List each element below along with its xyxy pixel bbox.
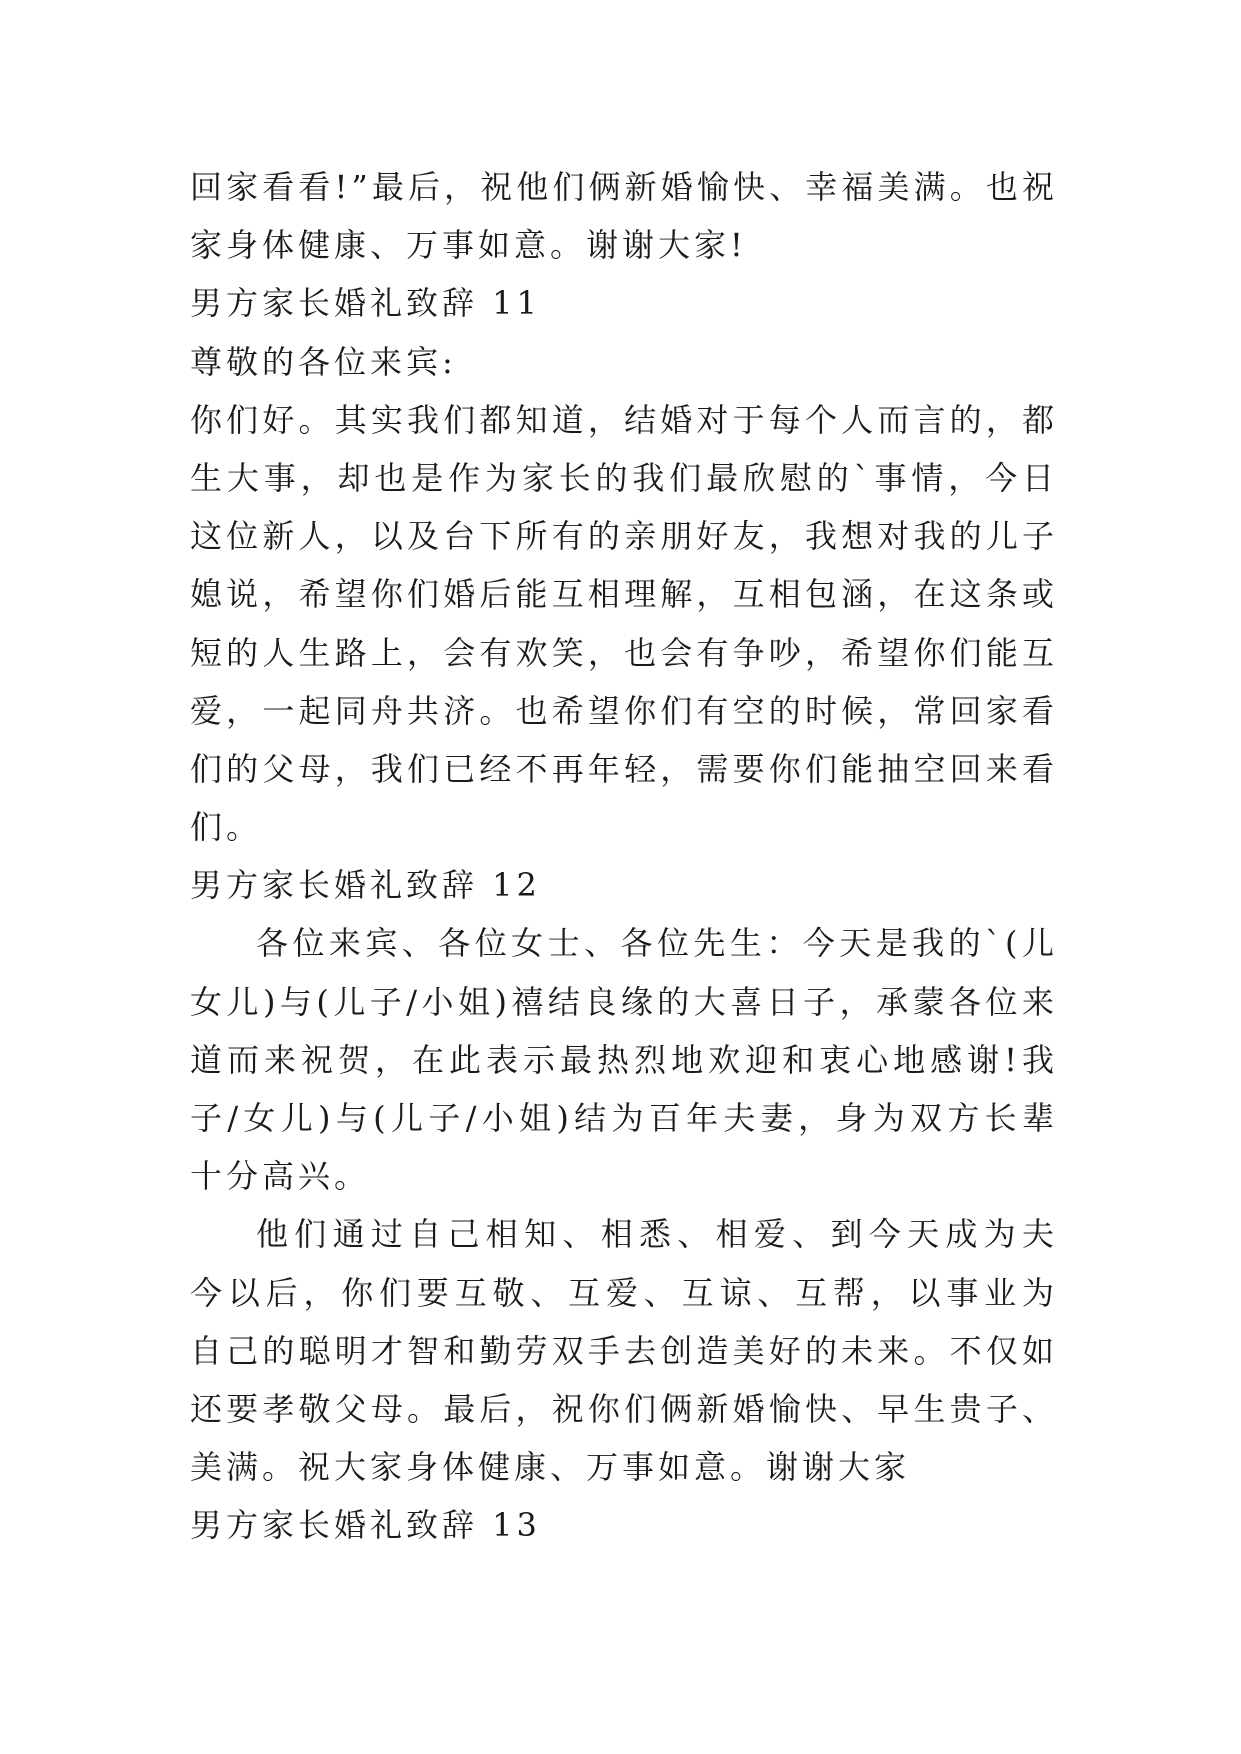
body-line-indented: 他们通过自己相知、相悉、相爱、到今天成为夫 [256, 1215, 1058, 1254]
body-line: 女儿)与(儿子/小姐)禧结良缘的大喜日子，承蒙各位来 [190, 982, 1058, 1021]
section-heading: 男方家长婚礼致辞 12 [190, 866, 541, 905]
body-line: 道而来祝贺，在此表示最热烈地欢迎和衷心地感谢!我 [190, 1040, 1058, 1079]
body-line: 爱，一起同舟共济。也希望你们有空的时候，常回家看 [190, 691, 1058, 730]
body-line: 短的人生路上，会有欢笑，也会有争吵，希望你们能互 [190, 633, 1058, 672]
section-heading: 男方家长婚礼致辞 11 [190, 284, 541, 323]
body-line: 回家看看!”最后，祝他们俩新婚愉快、幸福美满。也祝 [190, 168, 1058, 206]
body-line: 这位新人，以及台下所有的亲朋好友，我想对我的儿子 [190, 517, 1058, 556]
body-line: 们的父母，我们已经不再年轻，需要你们能抽空回来看 [190, 749, 1058, 788]
body-line: 还要孝敬父母。最后，祝你们俩新婚愉快、早生贵子、 [190, 1389, 1058, 1428]
body-line: 十分高兴。 [190, 1157, 371, 1196]
salutation: 尊敬的各位来宾: [190, 342, 457, 381]
document-page [190, 158, 1058, 1555]
body-line: 们。 [190, 808, 263, 847]
body-line: 家身体健康、万事如意。谢谢大家! [190, 226, 747, 265]
body-line: 你们好。其实我们都知道，结婚对于每个人而言的，都 [190, 400, 1058, 439]
body-line: 生大事，却也是作为家长的我们最欣慰的`事情，今日 [190, 458, 1058, 497]
body-line: 美满。祝大家身体健康、万事如意。谢谢大家 [190, 1448, 911, 1487]
body-line-indented: 各位来宾、各位女士、各位先生：今天是我的`(儿 [256, 924, 1058, 963]
section-heading: 男方家长婚礼致辞 13 [190, 1506, 541, 1545]
body-line: 自己的聪明才智和勤劳双手去创造美好的未来。不仅如 [190, 1331, 1058, 1370]
body-line: 今以后，你们要互敬、互爱、互谅、互帮，以事业为 [190, 1273, 1058, 1312]
body-line: 媳说，希望你们婚后能互相理解，互相包涵，在这条或 [190, 575, 1058, 614]
body-line: 子/女儿)与(儿子/小姐)结为百年夫妻，身为双方长辈 [190, 1099, 1058, 1137]
